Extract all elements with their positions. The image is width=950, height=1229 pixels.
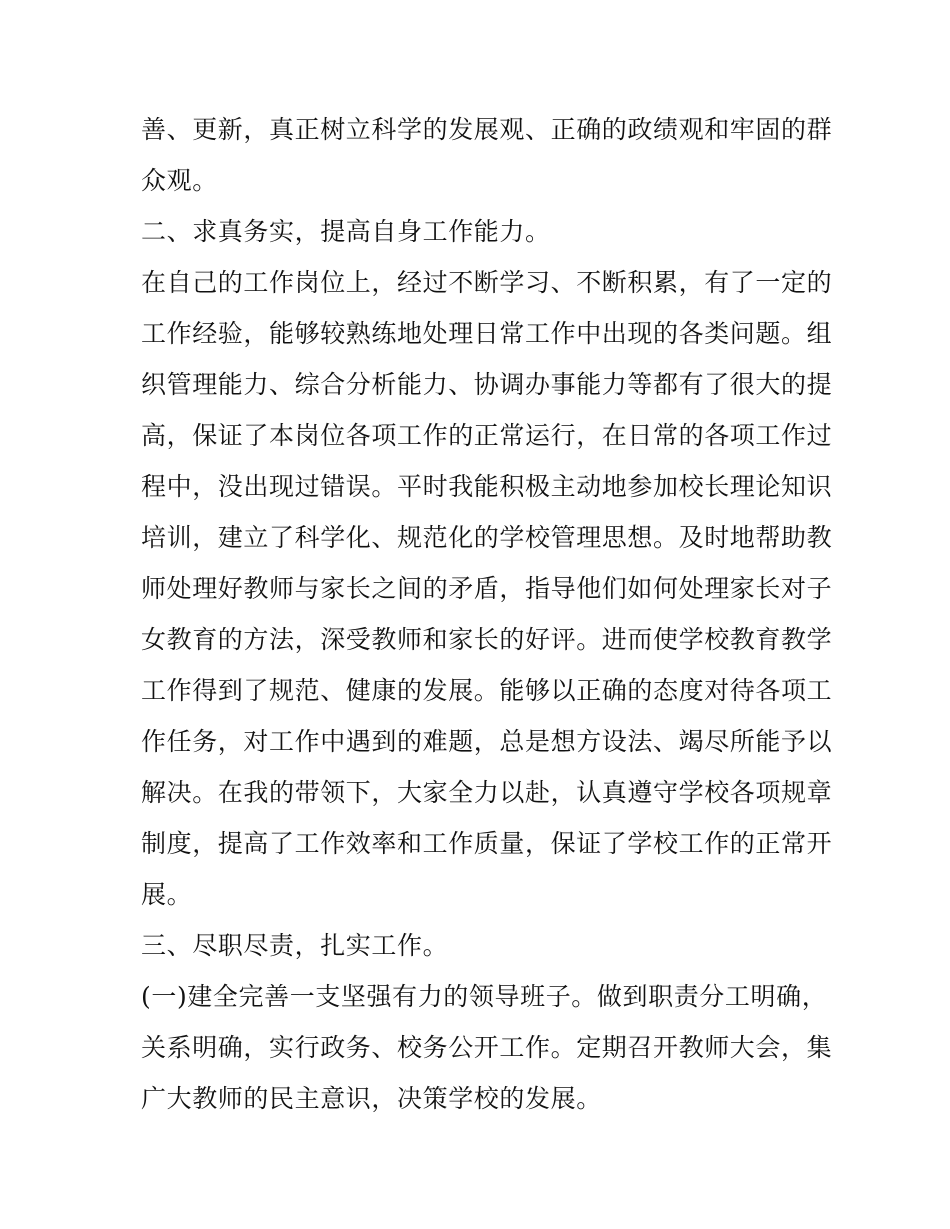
text-line: 展。 xyxy=(141,880,193,909)
text-line: 高，保证了本岗位各项工作的正常运行，在日常的各项工作过 xyxy=(141,421,833,450)
text-line: 师处理好教师与家长之间的矛盾，指导他们如何处理家长对子 xyxy=(141,574,833,603)
text-line: 织管理能力、综合分析能力、协调办事能力等都有了很大的提 xyxy=(141,370,833,399)
text-line: 众观。 xyxy=(141,166,218,195)
text-line: (一)建全完善一支坚强有力的领导班子。做到职责分工明确， xyxy=(141,982,828,1011)
text-line: 制度，提高了工作效率和工作质量，保证了学校工作的正常开 xyxy=(141,829,833,858)
text-line: 培训，建立了科学化、规范化的学校管理思想。及时地帮助教 xyxy=(141,523,833,552)
text-line: 工作得到了规范、健康的发展。能够以正确的态度对待各项工 xyxy=(141,676,833,705)
section-heading: 二、求真务实，提高自身工作能力。 xyxy=(141,217,551,246)
text-line: 工作经验，能够较熟练地处理日常工作中出现的各类问题。组 xyxy=(141,319,833,348)
text-line: 关系明确，实行政务、校务公开工作。定期召开教师大会，集 xyxy=(141,1033,833,1062)
document-body xyxy=(141,104,833,1124)
text-line: 解决。在我的带领下，大家全力以赴，认真遵守学校各项规章 xyxy=(141,778,833,807)
text-line: 在自己的工作岗位上，经过不断学习、不断积累，有了一定的 xyxy=(141,268,833,297)
section-heading: 三、尽职尽责，扎实工作。 xyxy=(141,931,449,960)
text-line: 善、更新，真正树立科学的发展观、正确的政绩观和牢固的群 xyxy=(141,115,833,144)
text-line: 程中，没出现过错误。平时我能积极主动地参加校长理论知识 xyxy=(141,472,833,501)
text-line: 女教育的方法，深受教师和家长的好评。进而使学校教育教学 xyxy=(141,625,833,654)
text-line: 作任务，对工作中遇到的难题，总是想方设法、竭尽所能予以 xyxy=(141,727,833,756)
text-line: 广大教师的民主意识，决策学校的发展。 xyxy=(141,1084,602,1113)
